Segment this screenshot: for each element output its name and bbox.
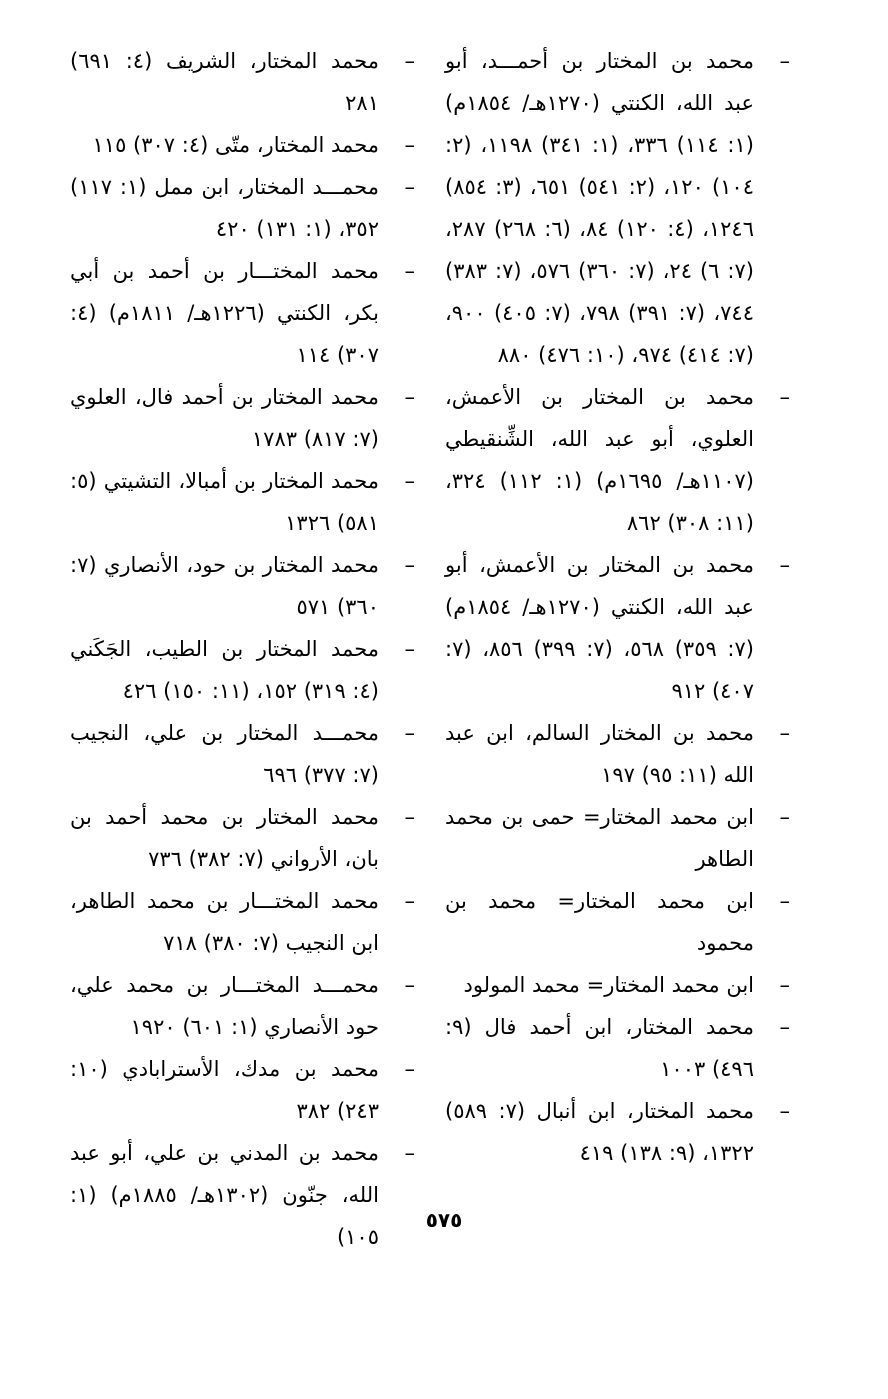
- index-entry: [70, 124, 415, 166]
- entry-dash: –: [404, 721, 415, 745]
- index-entry: [70, 40, 415, 124]
- right-column: [445, 40, 790, 1174]
- entry-text: محمد المختار بن حود، الأنصاري (٧: ٣٦٠) ٥٧١: [70, 553, 379, 619]
- entry-dash: –: [779, 1015, 790, 1039]
- index-entry: [445, 1006, 790, 1090]
- index-entry: [445, 40, 790, 376]
- entry-dash: –: [404, 133, 415, 157]
- entry-dash: –: [404, 1141, 415, 1165]
- entry-dash: –: [404, 637, 415, 661]
- entry-text: محمـــد المختار، ابن ممل (١: ١١٧) ٣٥٢، (١: ١٣١) ٤٢٠: [70, 175, 379, 241]
- entry-dash: –: [404, 1057, 415, 1081]
- index-entry: [70, 250, 415, 376]
- entry-dash: –: [404, 175, 415, 199]
- index-entry: [445, 544, 790, 712]
- index-entry: [70, 1048, 415, 1132]
- index-entry: [445, 796, 790, 880]
- index-entry: [445, 376, 790, 544]
- entry-text: ابن محمد المختار= محمد بن محمود: [445, 889, 754, 955]
- entry-dash: –: [779, 973, 790, 997]
- index-entry: [70, 712, 415, 796]
- entry-text: محمد المختار بن محمد أحمد بن بان، الأرواني (٧: ٣٨٢) ٧٣٦: [70, 805, 379, 871]
- entry-text: محمد المختار، متّى (٤: ٣٠٧) ١١٥: [92, 133, 379, 157]
- entry-dash: –: [404, 259, 415, 283]
- entry-text: محمد بن المختار بن الأعمش، أبو عبد الله، الكنتي (١٢٧٠هـ/ ١٨٥٤م) (٧: ٣٥٩) ٥٦٨، (٧: ٣٩٩) ٨٥٦، (٧: ٤٠٧) ٩١٢: [445, 553, 755, 703]
- entry-text: محمد بن المختار السالم، ابن عبد الله (١١: ٩٥) ١٩٧: [445, 721, 754, 787]
- entry-text: محمد بن المختار بن أحمـــد، أبو عبد الله، الكنتي (١٢٧٠هـ/ ١٨٥٤م) (١: ١١٤) ٣٣٦، (١: ٣٤١) ١١٩٨، (٢: ١٠٤) ١٢٠، (٢: ٥٤١) ٦٥١، (٣: ٨٥٤) ١٢٤٦، (٤: ١٢٠) ٨٤، (٦: ٢٦٨) ٢٨٧، (٧: ٦) ٢٤، (٧: ٣٦٠) ٥٧٦، (٧: ٣٨٣) ٧٤٤، (٧: ٣٩١) ٧٩٨، (٧: ٤٠٥) ٩٠٠، (٧: ٤١٤) ٩٧٤، (١٠: ٤٧٦) ٨٨٠: [445, 49, 755, 367]
- entry-text: محمد المختار، ابن أحمد فال (٩: ٤٩٦) ١٠٠٣: [445, 1015, 754, 1081]
- left-column: [70, 40, 415, 1258]
- entry-text: محمد المختار بن الطيب، الجَكَني (٤: ٣١٩) ١٥٢، (١١: ١٥٠) ٤٢٦: [70, 637, 379, 703]
- entry-text: محمد بن مدك، الأسترابادي (١٠: ٢٤٣) ٣٨٢: [70, 1057, 379, 1123]
- index-entry: [70, 1132, 415, 1258]
- entry-text: محمـــد المختار بن علي، النجيب (٧: ٣٧٧) ٦٩٦: [70, 721, 379, 787]
- entry-text: محمد المختار، الشريف (٤: ٦٩١) ٢٨١: [70, 49, 379, 115]
- entry-text: محمد المختـــار بن أحمد بن أبي بكر، الكنتي (١٢٢٦هـ/ ١٨١١م) (٤: ٣٠٧) ١١٤: [70, 259, 379, 367]
- entry-dash: –: [404, 805, 415, 829]
- entry-text: ابن محمد المختار= حمى بن محمد الطاهر: [445, 805, 754, 871]
- index-entry: [445, 964, 790, 1006]
- index-entry: [70, 880, 415, 964]
- entry-text: ابن محمد المختار= محمد المولود: [463, 973, 754, 997]
- entry-dash: –: [404, 553, 415, 577]
- index-entry: [445, 880, 790, 964]
- entry-dash: –: [404, 469, 415, 493]
- entry-dash: –: [779, 49, 790, 73]
- entry-dash: –: [404, 49, 415, 73]
- index-entry: [70, 460, 415, 544]
- entry-dash: –: [779, 553, 790, 577]
- entry-dash: –: [404, 973, 415, 997]
- entry-text: محمـــد المختـــار بن محمد علي، حود الأنصاري (١: ٦٠١) ١٩٢٠: [70, 973, 379, 1039]
- index-entry: [70, 796, 415, 880]
- entry-dash: –: [779, 805, 790, 829]
- index-entry: [70, 544, 415, 628]
- entry-dash: –: [779, 889, 790, 913]
- entry-dash: –: [404, 385, 415, 409]
- entry-text: محمد بن المدني بن علي، أبو عبد الله، جنّون (١٣٠٢هـ/ ١٨٨٥م) (١: ١٠٥): [70, 1141, 379, 1249]
- index-entry: [70, 964, 415, 1048]
- entry-dash: –: [404, 889, 415, 913]
- index-entry: [70, 166, 415, 250]
- page-number: ٥٧٥: [425, 1208, 463, 1232]
- entry-text: محمد المختار، ابن أنبال (٧: ٥٨٩) ١٣٢٢، (٩: ١٣٨) ٤١٩: [445, 1099, 754, 1165]
- entry-dash: –: [779, 385, 790, 409]
- entry-text: محمد المختار بن أمبالا، التشيتي (٥: ٥٨١) ١٣٢٦: [70, 469, 379, 535]
- index-entry: [445, 712, 790, 796]
- index-entry: [70, 628, 415, 712]
- entry-text: محمد المختـــار بن محمد الطاهر، ابن النجيب (٧: ٣٨٠) ٧١٨: [70, 889, 379, 955]
- index-entry: [445, 1090, 790, 1174]
- entry-text: محمد المختار بن أحمد فال، العلوي (٧: ٨١٧) ١٧٨٣: [70, 385, 379, 451]
- entry-text: محمد بن المختار بن الأعمش، العلوي، أبو عبد الله، الشِّنقيطي (١١٠٧هـ/ ١٦٩٥م) (١: ١١٢) ٣٢٤، (١١: ٣٠٨) ٨٦٢: [445, 385, 754, 535]
- entry-dash: –: [779, 1099, 790, 1123]
- index-entry: [70, 376, 415, 460]
- entry-dash: –: [779, 721, 790, 745]
